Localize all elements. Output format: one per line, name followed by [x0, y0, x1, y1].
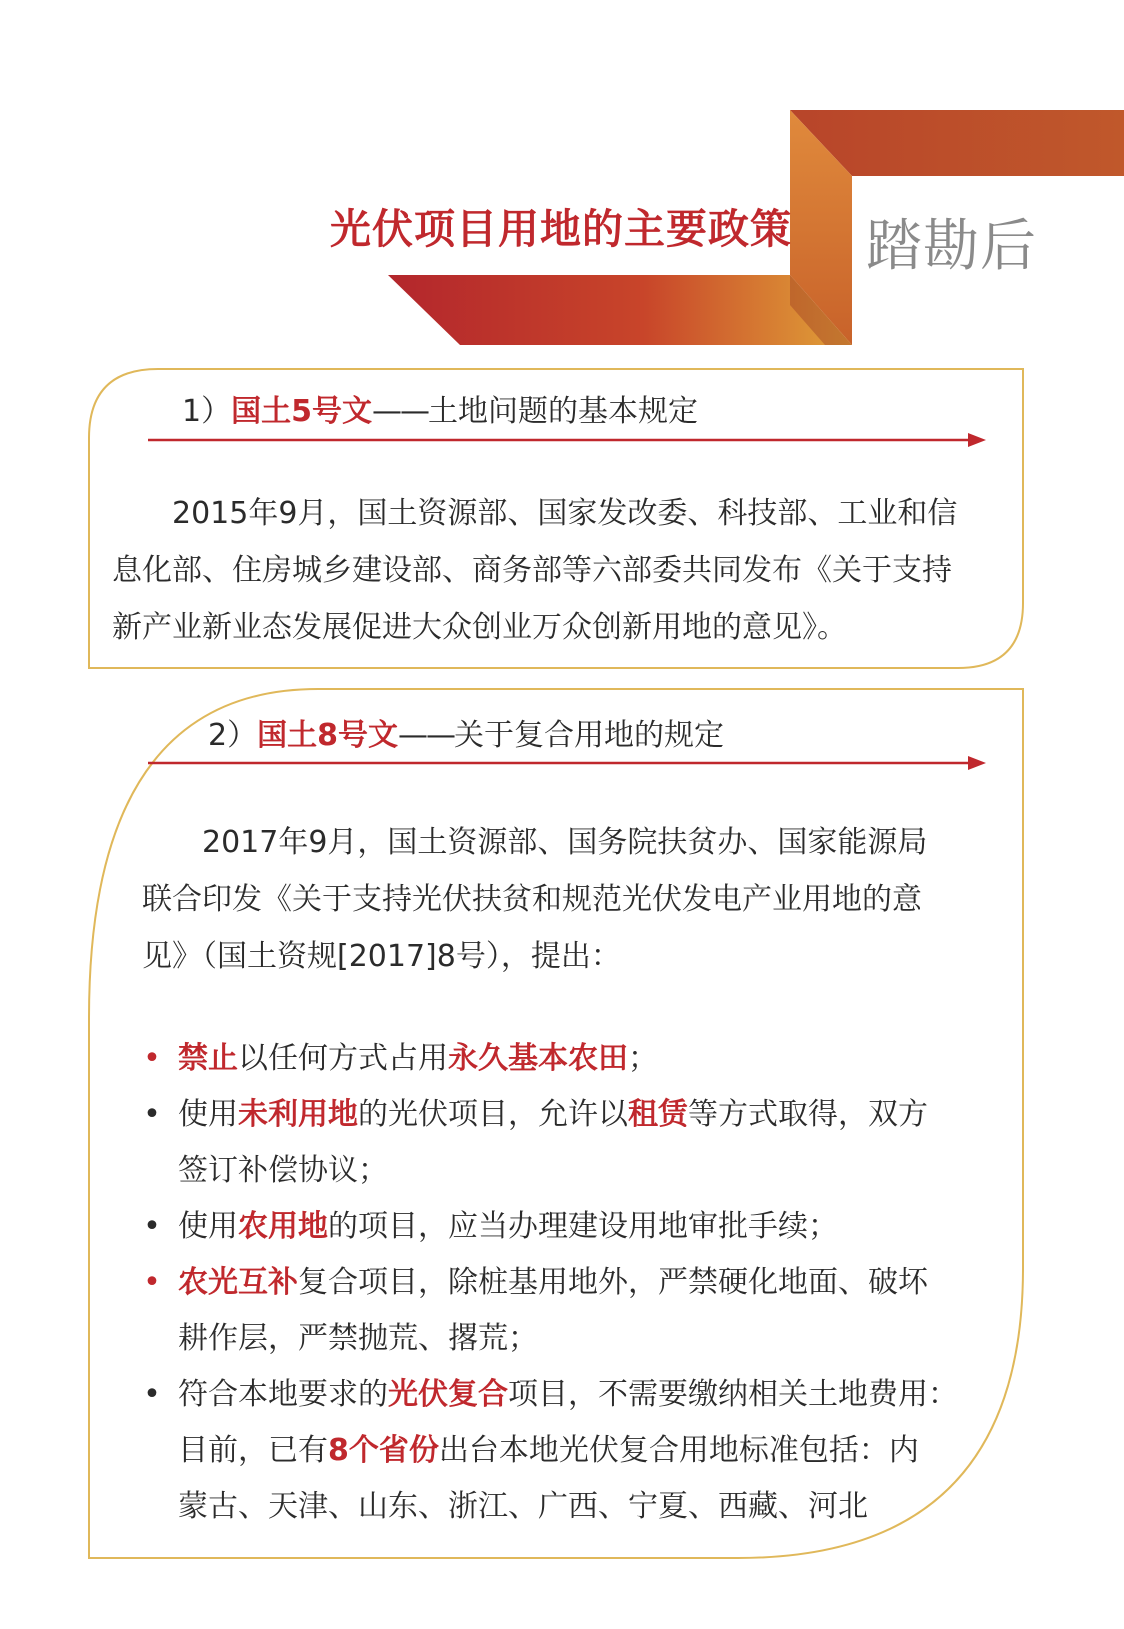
- list-item: • 符合本地要求的光伏复合项目，不需要缴纳相关土地费用： 目前，已有8个省份出台本地光伏复合用地标准包括：内 蒙古、天津、山东、浙江、广西、宁夏、西藏、河北: [142, 1367, 1002, 1535]
- heading-highlight: 国土8号文: [257, 718, 398, 753]
- paragraph-line: 新产业新业态发展促进大众创业万众创新用地的意见》。: [112, 610, 847, 645]
- header-banner: [0, 0, 1124, 360]
- list-item: • 禁止以任何方式占用永久基本农田；: [142, 1031, 1002, 1087]
- card-heading: [182, 386, 698, 430]
- card-heading: [208, 710, 724, 754]
- header-ribbon-graphic: [0, 0, 1124, 360]
- paragraph-line: 息化部、住房城乡建设部、商务部等六部委共同发布《关于支持: [112, 553, 952, 588]
- bullet-dot: •: [143, 1265, 161, 1300]
- paragraph-line: 见》（国土资规[2017]8号），提出：: [142, 939, 621, 974]
- list-item: • 农光互补复合项目，除桩基用地外，严禁硬化地面、破坏 耕作层，严禁抛荒、撂荒；: [142, 1255, 1002, 1367]
- bullet-dot: •: [143, 1041, 161, 1076]
- card-paragraph: [142, 814, 1002, 985]
- heading-dash: ——: [397, 718, 454, 753]
- paragraph-line: 联合印发《关于支持光伏扶贫和规范光伏发电产业用地的意: [142, 882, 922, 917]
- policy-card-2: [88, 688, 1024, 1560]
- bullet-dot: •: [143, 1097, 161, 1132]
- paragraph-line: 2015年9月，国土资源部、国家发改委、科技部、工业和信: [172, 496, 958, 531]
- side-label: 踏勘后: [866, 214, 1037, 279]
- requirements-list: [142, 1031, 1002, 1535]
- heading-text: 关于复合用地的规定: [453, 718, 724, 753]
- heading-text: 土地问题的基本规定: [427, 394, 698, 429]
- heading-highlight: 国土5号文: [231, 394, 372, 429]
- policy-card-1: [88, 368, 1024, 670]
- page-title: 光伏项目用地的主要政策: [330, 205, 792, 253]
- list-item: • 使用未利用地的光伏项目，允许以租赁等方式取得，双方 签订补偿协议；: [142, 1087, 1002, 1199]
- heading-number: 1）: [182, 394, 232, 429]
- heading-number: 2）: [208, 718, 258, 753]
- card-paragraph: [112, 485, 1012, 656]
- bullet-dot: •: [143, 1209, 161, 1244]
- list-item: • 使用农用地的项目，应当办理建设用地审批手续；: [142, 1199, 1002, 1255]
- paragraph-line: 2017年9月，国土资源部、国务院扶贫办、国家能源局: [202, 825, 928, 860]
- bullet-dot: •: [143, 1377, 161, 1412]
- heading-dash: ——: [371, 394, 428, 429]
